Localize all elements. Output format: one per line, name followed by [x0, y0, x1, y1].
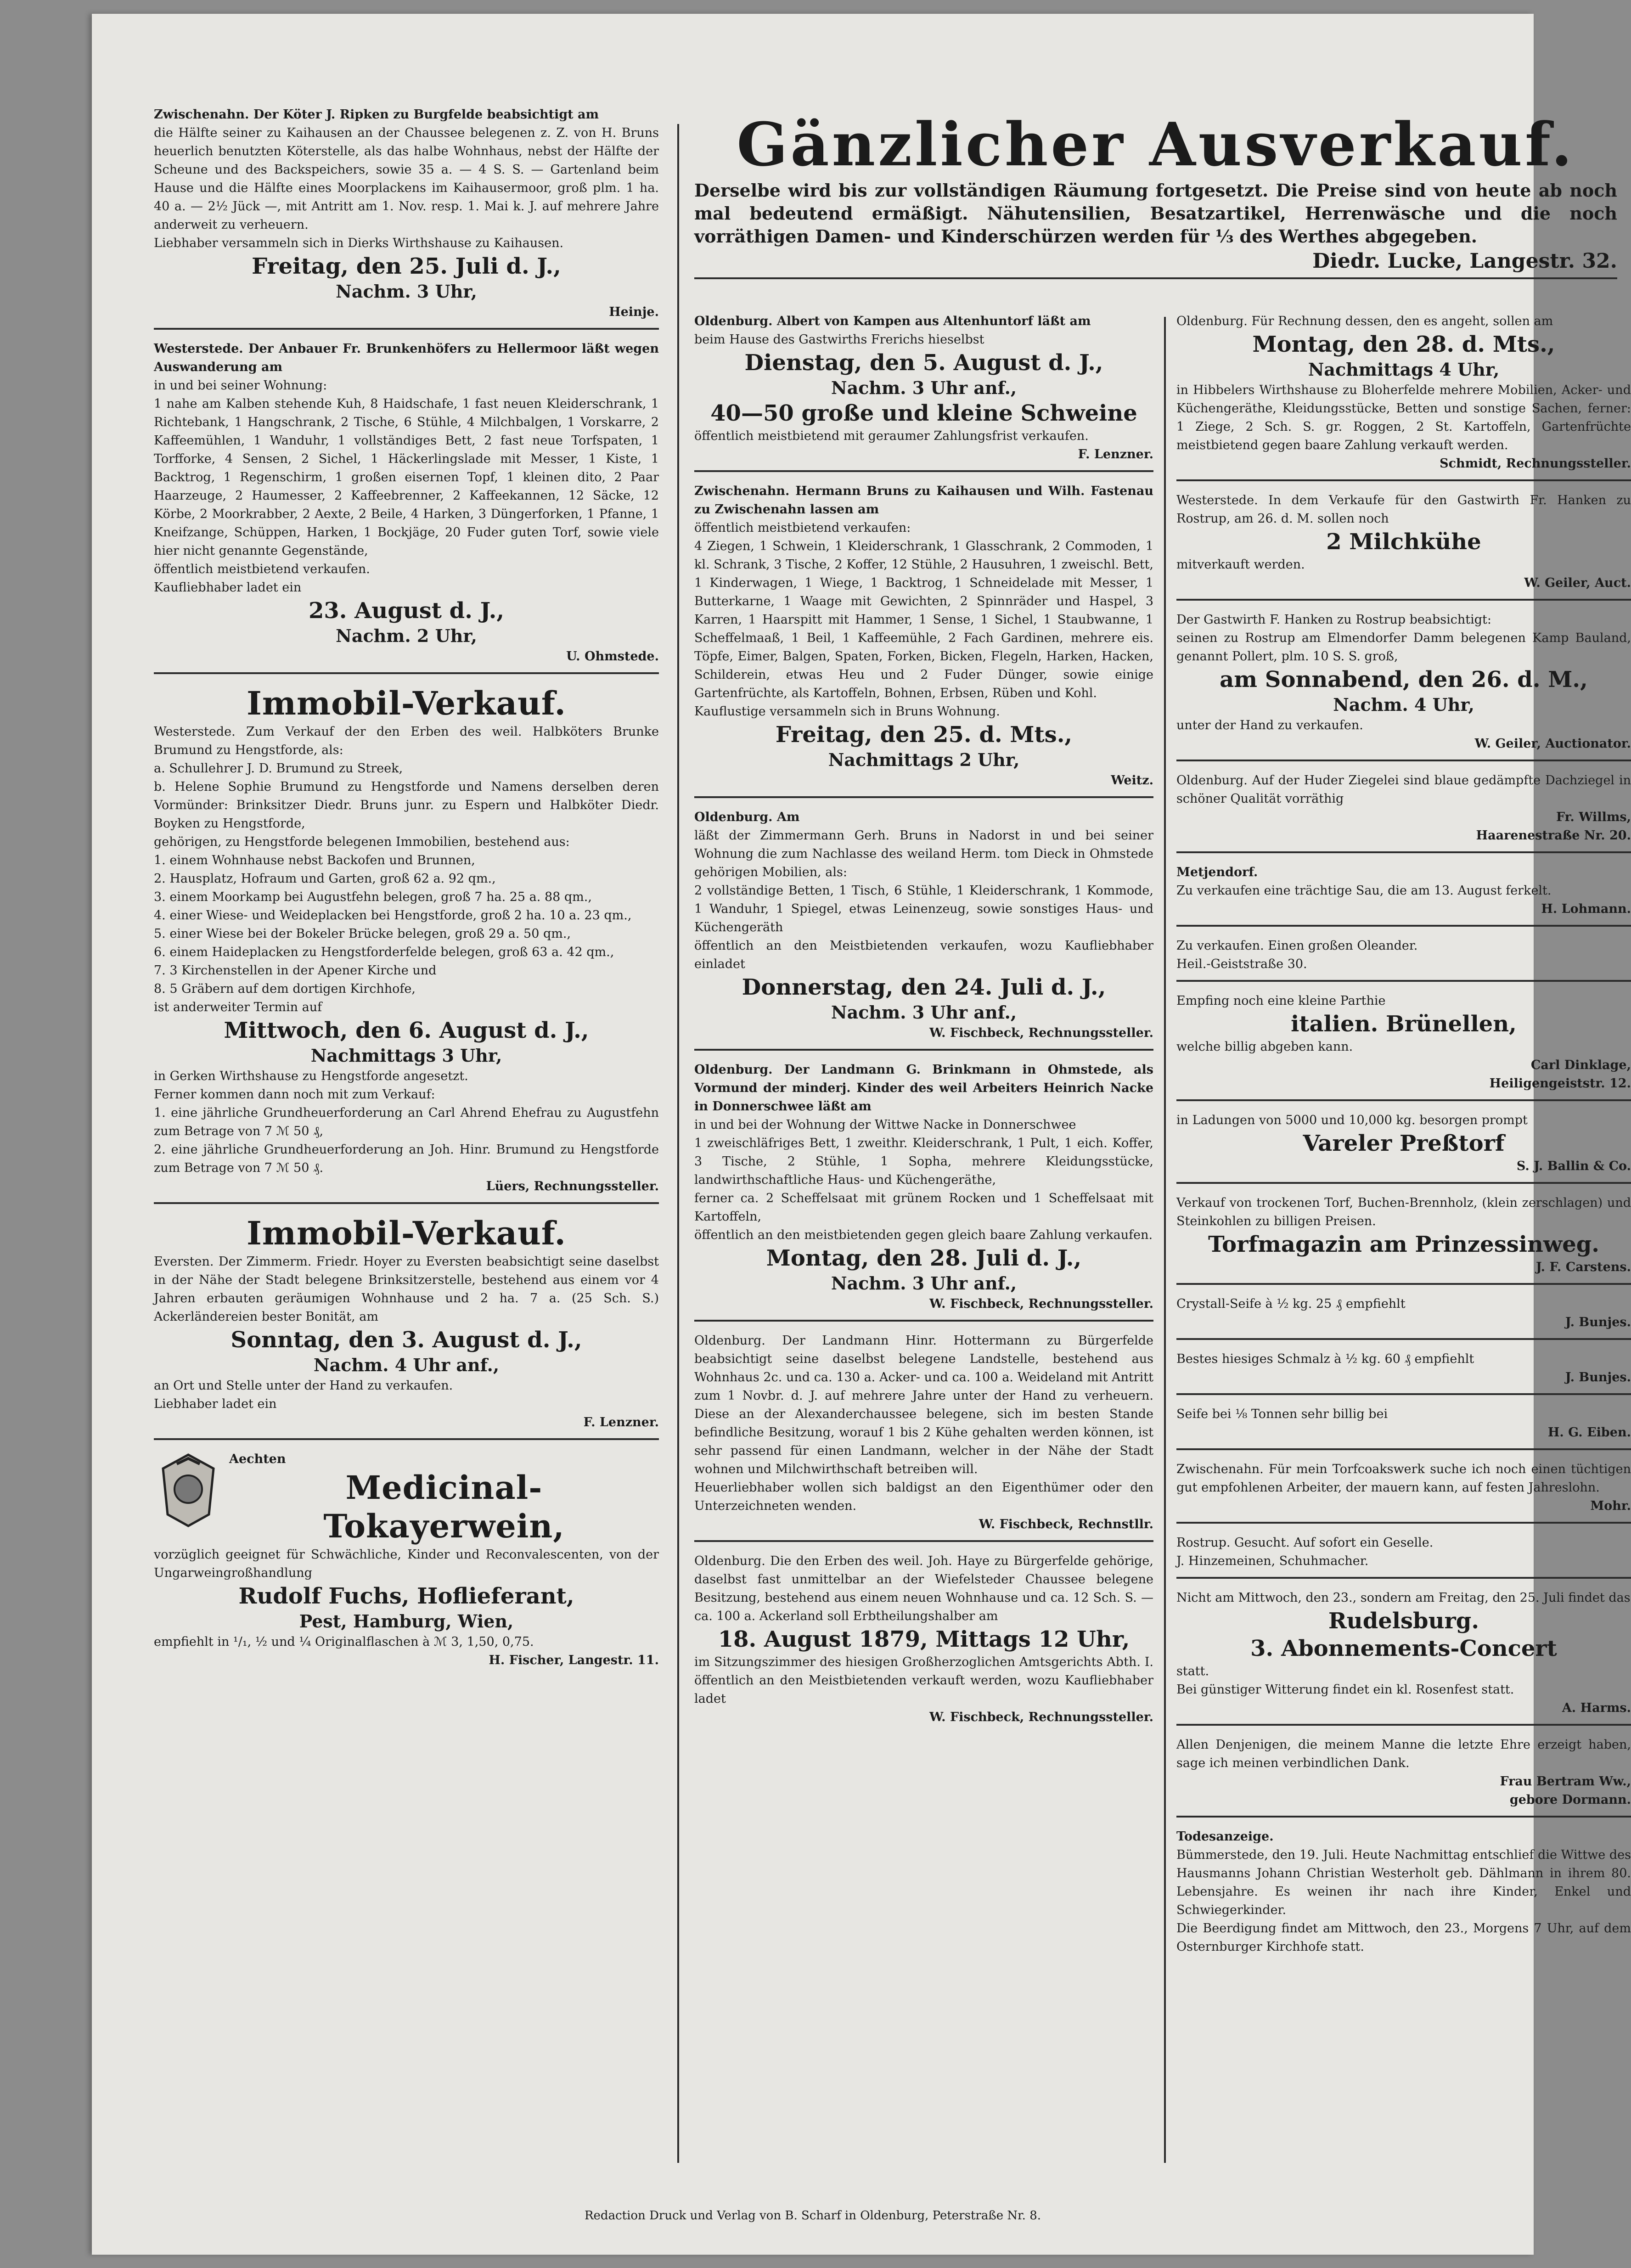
- left-ad-0: [154, 106, 659, 330]
- right-ad-7: [1176, 1111, 1631, 1184]
- middle-ad-sign: W. Fischbeck, Rechnungssteller.: [929, 1297, 1153, 1311]
- right-ad-body2: unter der Hand zu verkaufen.: [1176, 718, 1363, 732]
- middle-ad-sign: W. Fischbeck, Rechnungssteller.: [929, 1710, 1153, 1724]
- right-ad-big: Torfmagazin am Prinzessinweg.: [1208, 1232, 1600, 1257]
- middle-ad-1: [694, 482, 1153, 798]
- right-ad-body: Allen Denjenigen, die meinem Manne die letzte Ehre erzeigt haben, sage ich meinen verbindlichen Dank.: [1176, 1738, 1631, 1770]
- middle-ad-pre: Oldenburg. Albert von Kampen aus Altenhuntorf läßt am: [694, 314, 1091, 328]
- left-ad-big: 23. August d. J.,: [308, 598, 505, 624]
- middle-ad-sign: W. Fischbeck, Rechnstllr.: [979, 1517, 1153, 1531]
- middle-ad-5: [694, 1552, 1153, 1733]
- right-ad-12: [1176, 1460, 1631, 1524]
- middle-ad-body2: öffentlich meistbietend mit geraumer Zahlungsfrist verkaufen.: [694, 429, 1089, 443]
- right-ad-body: Empfing noch eine kleine Parthie: [1176, 994, 1386, 1008]
- middle-ad-sub: Nachmittags 2 Uhr,: [828, 749, 1020, 770]
- middle-ad-sign: W. Fischbeck, Rechnungssteller.: [929, 1026, 1153, 1040]
- middle-ad-0: [694, 312, 1153, 472]
- right-ad-big: Rudelsburg.: [1328, 1608, 1479, 1634]
- middle-ad-3: [694, 1061, 1153, 1322]
- right-ad-sign: W. Geiler, Auct.: [1524, 576, 1631, 590]
- column-rule-right: [1164, 317, 1166, 2163]
- left-ad-sub: Nachm. 4 Uhr anf.,: [313, 1355, 500, 1375]
- middle-ad-sign: Weitz.: [1111, 773, 1153, 788]
- imprint-footer: Redaction Druck und Verlag von B. Scharf in Oldenburg, Peterstraße Nr. 8.: [584, 2209, 1041, 2223]
- middle-ad-sign: F. Lenzner.: [1078, 447, 1153, 461]
- right-ad-big2: 3. Abonnements-Concert: [1250, 1636, 1557, 1661]
- right-ad-sign: J. Bunjes.: [1565, 1315, 1631, 1329]
- right-ad-sign: Mohr.: [1590, 1499, 1631, 1513]
- right-ad-0: [1176, 312, 1631, 481]
- middle-ad-sub: Nachm. 3 Uhr anf.,: [831, 1273, 1017, 1294]
- right-ad-pre: Todesanzeige.: [1176, 1829, 1274, 1844]
- middle-ad-body2: im Sitzungszimmer des hiesigen Großherzoglichen Amtsgerichts Abth. I. öffentlich an den Meistbietenden verkauft werden, wozu Kaufliebhaber ladet: [694, 1655, 1153, 1706]
- right-ad-body2: statt. Bei günstiger Witterung findet ein kl. Rosenfest statt.: [1176, 1664, 1514, 1697]
- left-ad-body: in und bei seiner Wohnung: 1 nahe am Kalben stehende Kuh, 8 Haidschafe, 1 fast neuen Kleiderschrank, 1 Richtebank, 1 Hangschrank, 2 Tische, 6 Stühle, 4 Milchbalgen, 1 Vorskarre, 2 Kaffeemühlen, 1 Wanduhr, 1 vollständiges Bett, 2 fast neue Torfspaten, 1 Torfforke, 4 Sensen, 2 Sichel, 1 Häckerlingslade mit Messer, 1 Kiste, 1 Backtrog, 1 Regenschirm, 1 großen eisernen Topf, 1 kleinen dito, 2 Paar Haarzeuge, 2 Haumesser, 2 Kaffeebrenner, 2 Kaffeekannen, 12 Säcke, 12 Körbe, 2 Moorkrabber, 2 Aexte, 2 Beile, 4 Harken, 3 Düngerforken, 1 Pfanne, 1 Kneifzange, Schüppen, Harken, 1 Bockjäge, 20 Fuder guten Torf, sowie viele hier nicht genannte Gegenstände, öffentlich meistbietend verkaufen. Kaufliebhaber ladet ein: [154, 378, 659, 595]
- left-ad-sub: Nachm. 3 Uhr,: [336, 281, 477, 302]
- right-ad-13: [1176, 1534, 1631, 1579]
- middle-ad-sub: Nachm. 3 Uhr anf.,: [831, 377, 1017, 398]
- right-ad-sign: S. J. Ballin & Co.: [1516, 1159, 1631, 1173]
- left-ad-4: [154, 1450, 659, 1676]
- right-column: [1176, 312, 1631, 1973]
- middle-ad-pre: Oldenburg. Am: [694, 810, 800, 824]
- right-ad-body2: in Hibbelers Wirthshause zu Bloherfelde mehrere Mobilien, Acker- und Küchengeräthe, Kleidungsstücke, Betten und sonstige Sachen, ferner: 1 Ziege, 2 Sch. S. gr. Roggen, 2 St. Kartoffeln, Gartenfrüchte meistbietend gegen baare Zahlung verkauft werden.: [1176, 383, 1631, 452]
- right-ad-pre: Metjendorf.: [1176, 865, 1258, 879]
- right-ad-1: [1176, 491, 1631, 601]
- left-ad-body2: in Gerken Wirthshause zu Hengstforde angesetzt. Ferner kommen dann noch mit zum Verkauf: 1. eine jährliche Grundheuerforderung an Carl Ahrend Ehefrau zu Augustfehn zum Betrage von 7 ℳ 50 ₰, 2. eine jährliche Grundheuerforderung an Joh. Hinr. Brumund zu Hengstforde zum Betrage von 7 ℳ 50 ₰.: [154, 1069, 659, 1175]
- right-ad-14: [1176, 1589, 1631, 1726]
- left-ad-pre: Westerstede. Der Anbauer Fr. Brunkenhöfers zu Hellermoor läßt wegen Auswanderung am: [154, 342, 659, 374]
- left-ad-title: Immobil-Verkauf.: [247, 1214, 566, 1252]
- right-ad-sign: Schmidt, Rechnungssteller.: [1440, 456, 1631, 471]
- left-ad-big: Mittwoch, den 6. August d. J.,: [224, 1018, 589, 1043]
- right-ad-sign: Fr. Willms, Haarenestraße Nr. 20.: [1476, 810, 1631, 843]
- right-ad-5: [1176, 937, 1631, 982]
- left-ad-sign: Lüers, Rechnungssteller.: [486, 1179, 659, 1193]
- left-ad-sub: Nachmittags 3 Uhr,: [310, 1045, 502, 1066]
- column-rule-left: [677, 124, 679, 2163]
- right-ad-16: [1176, 1828, 1631, 1963]
- left-ad-big: Freitag, den 25. Juli d. J.,: [252, 253, 561, 279]
- right-ad-body: Zwischenahn. Für mein Torfcoakswerk suche ich noch einen tüchtigen gut empfohlenen Arbeiter, der mauern kann, auf festen Jahreslohn.: [1176, 1462, 1631, 1495]
- right-ad-6: [1176, 992, 1631, 1101]
- middle-ad-4: [694, 1332, 1153, 1542]
- right-ad-sign: Carl Dinklage, Heiligengeiststr. 12.: [1489, 1058, 1631, 1091]
- right-ad-sign: J. F. Carstens.: [1535, 1260, 1631, 1274]
- left-ad-sub: Pest, Hamburg, Wien,: [299, 1611, 514, 1632]
- right-ad-sub: Nachmittags 4 Uhr,: [1308, 359, 1500, 380]
- middle-ad-big: Donnerstag, den 24. Juli d. J.,: [742, 974, 1106, 1000]
- middle-ad-pre: Oldenburg. Der Landmann G. Brinkmann in Ohmstede, als Vormund der minderj. Kinder des weil Arbeiters Heinrich Nacke in Donnerschwee läßt am: [694, 1063, 1153, 1114]
- middle-ad-big: Freitag, den 25. d. Mts.,: [775, 722, 1073, 748]
- right-ad-big: Montag, den 28. d. Mts.,: [1252, 332, 1555, 357]
- left-ad-sign: Heinje.: [609, 305, 659, 319]
- right-ad-9: [1176, 1295, 1631, 1340]
- left-ad-1: [154, 340, 659, 674]
- right-ad-3: [1176, 771, 1631, 853]
- right-ad-body: Oldenburg. Für Rechnung dessen, den es angeht, sollen am: [1176, 314, 1553, 328]
- left-ad-big: Rudolf Fuchs, Hoflieferant,: [238, 1583, 574, 1609]
- middle-ad-body: in und bei der Wohnung der Wittwe Nacke in Donnerschwee 1 zweischläfriges Bett, 1 zweithr. Kleiderschrank, 1 Pult, 1 eich. Koffer, 3 Tische, 2 Stühle, 1 Sopha, mehrere Kleidungsstücke, landwirthschaftliche Haus- und Küchengeräthe, ferner ca. 2 Scheffelsaat mit grünem Rocken und 1 Scheffelsaat mit Kartoffeln, öffentlich an den meistbietenden gegen gleich baare Zahlung verkaufen.: [694, 1118, 1153, 1242]
- right-ad-2: [1176, 611, 1631, 761]
- right-ad-body: Seife bei ⅛ Tonnen sehr billig bei: [1176, 1407, 1388, 1421]
- left-ad-body2: an Ort und Stelle unter der Hand zu verkaufen. Liebhaber ladet ein: [154, 1379, 453, 1411]
- right-ad-body2: mitverkauft werden.: [1176, 557, 1305, 572]
- left-ad-pre: Zwischenahn. Der Köter J. Ripken zu Burgfelde beabsichtigt am: [154, 107, 599, 122]
- right-ad-body: Crystall-Seife à ½ kg. 25 ₰ empfiehlt: [1176, 1297, 1406, 1311]
- left-ad-sub: Nachm. 2 Uhr,: [336, 625, 477, 646]
- right-ad-10: [1176, 1350, 1631, 1395]
- right-ad-8: [1176, 1194, 1631, 1285]
- right-ad-big: Vareler Preßtorf: [1303, 1131, 1505, 1156]
- left-ad-title: Medicinal-Tokayerwein,: [323, 1469, 565, 1545]
- right-ad-body: Oldenburg. Auf der Huder Ziegelei sind blaue gedämpfte Dachziegel in schöner Qualität vorräthig: [1176, 773, 1631, 806]
- middle-ad-body: beim Hause des Gastwirths Frerichs hieselbst: [694, 332, 984, 347]
- right-ad-body: Zu verkaufen eine trächtige Sau, die am 13. August ferkelt.: [1176, 884, 1552, 898]
- middle-ad-body: öffentlich meistbietend verkaufen: 4 Ziegen, 1 Schwein, 1 Kleiderschrank, 1 Glasschrank, 2 Commoden, 1 kl. Schrank, 3 Tische, 2 Koffer, 12 Stühle, 2 Hausuhren, 1 zweischl. Bett, 1 Kinderwagen, 1 Wiege, 1 Backtrog, 1 Schneidelade mit Messer, 1 Butterkarne, 1 Waage mit Gewichten, 2 Spinnräder und Haspel, 3 Karren, 1 Haarspitt mit Hammer, 1 Sense, 1 Sichel, 1 Staubwanne, 1 Scheffelmaaß, 1 Beil, 1 Kaffeemühle, 2 Fach Gardinen, mehrere eis. Töpfe, Eimer, Balgen, Spaten, Forken, Bicken, Flegeln, Harken, Hacken, Schilderein, etwas Heu und 2 Fuder Dünger, sowie einige Gartenfrüchte, als Kartoffeln, Bohnen, Erbsen, Rüben und Kohl. Kauflustige versammeln sich in Bruns Wohnung.: [694, 521, 1153, 719]
- middle-ad-body: läßt der Zimmermann Gerh. Bruns in Nadorst in und bei seiner Wohnung die zum Nachlasse des weiland Herm. tom Dieck in Ohmstede gehörigen Mobilien, als: 2 vollständige Betten, 1 Tisch, 6 Stühle, 1 Kleiderschrank, 1 Kommode, 1 Wanduhr, 1 Spiegel, etwas Leinenzeug, sowie sonstiges Haus- und Küchengeräth öffentlich an den Meistbietenden verkaufen, wozu Kaufliebhaber einladet: [694, 828, 1153, 971]
- middle-ad-big: Montag, den 28. Juli d. J.,: [766, 1245, 1082, 1271]
- right-ad-body: in Ladungen von 5000 und 10,000 kg. besorgen prompt: [1176, 1113, 1528, 1127]
- right-ad-4: [1176, 863, 1631, 927]
- left-ad-sign: F. Lenzner.: [583, 1415, 659, 1429]
- clearance-sale-ad: [694, 110, 1617, 279]
- middle-ad-sub: Nachm. 3 Uhr anf.,: [831, 1002, 1017, 1023]
- left-ad-sign: U. Ohmstede.: [566, 649, 659, 664]
- right-ad-sub: Nachm. 4 Uhr,: [1333, 694, 1474, 715]
- right-ad-sign: W. Geiler, Auctionator.: [1474, 737, 1631, 751]
- left-ad-body: Westerstede. Zum Verkauf der den Erben des weil. Halbköters Brunke Brumund zu Hengstforde, als: a. Schullehrer J. D. Brumund zu Streek, b. Helene Sophie Brumund zu Hengstforde und Namens derselben deren Vormünder: Brinksitzer Diedr. Bruns junr. zu Espern und Halbköter Diedr. Boyken zu Hengstforde, gehörigen, zu Hengstforde belegenen Immobilien, bestehend aus: 1. einem Wohnhause nebst Backofen und Brunnen, 2. Hausplatz, Hofraum und Garten, groß 62 a. 92 qm., 3. einem Moorkamp bei Augustfehn belegen, groß 7 ha. 25 a. 88 qm., 4. einer Wiese- und Weideplacken bei Hengstforde, groß 2 ha. 10 a. 23 qm., 5. einer Wiese bei der Bokeler Brücke belegen, groß 29 a. 50 qm., 6. einem Haideplacken zu Hengstforderfelde belegen, groß 63 a. 42 qm., 7. 3 Kirchenstellen in der Apener Kirche und 8. 5 Gräbern auf dem dortigen Kirchhofe, ist anderweiter Termin auf: [154, 725, 659, 1014]
- left-ad-3: [154, 1214, 659, 1440]
- right-ad-11: [1176, 1405, 1631, 1450]
- sale-headline: Gänzlicher Ausverkauf.: [737, 109, 1575, 180]
- right-ad-big: 2 Milchkühe: [1326, 529, 1481, 555]
- right-ad-body: Bümmerstede, den 19. Juli. Heute Nachmittag entschlief die Wittwe des Hausmanns Johann Christian Westerholt geb. Dählmann in ihrem 80. Lebensjahre. Es weinen ihr nach ihre Kinder, Enkel und Schwiegerkinder. Die Beerdigung findet am Mittwoch, den 23., Morgens 7 Uhr, auf dem Osternburger Kirchhofe statt.: [1176, 1848, 1631, 1954]
- left-ad-body: die Hälfte seiner zu Kaihausen an der Chaussee belegenen z. Z. von H. Bruns heuerlich benutzten Köterstelle, als das halbe Wohnhaus, nebst der Hälfte der Scheune und des Backspeichers, sowie 35 a. — 4 S. S. — Gartenland beim Hause und die Hälfte eines Moorplackens im Kaihausermoor, groß plm. 1 ha. 40 a. — 2½ Jück —, mit Antritt am 1. Nov. resp. 1. Mai k. J. auf mehrere Jahre anderweit zu verheuern. Liebhaber versammeln sich in Dierks Wirthshause zu Kaihausen.: [154, 126, 659, 250]
- right-ad-sign: A. Harms.: [1562, 1701, 1631, 1715]
- middle-column: [694, 312, 1153, 1743]
- sale-body: Derselbe wird bis zur vollständigen Räumung fortgesetzt. Die Preise sind von heute ab noch mal bedeutend ermäßigt. Nähutensilien, Besatzartikel, Herrenwäsche und die noch vorräthigen Damen- und Kinderschürzen werden für ⅓ des Werthes abgegeben.: [694, 180, 1617, 247]
- left-ad-sign: H. Fischer, Langestr. 11.: [489, 1653, 659, 1667]
- right-ad-sign: H. G. Eiben.: [1547, 1425, 1631, 1440]
- right-ad-sign: H. Lohmann.: [1541, 902, 1631, 916]
- left-column: [154, 106, 659, 1686]
- right-ad-15: [1176, 1736, 1631, 1818]
- middle-ad-big: Dienstag, den 5. August d. J.,: [744, 350, 1103, 376]
- left-ad-pre: Aechten: [229, 1452, 286, 1466]
- right-ad-sign: J. Bunjes.: [1565, 1370, 1631, 1384]
- middle-ad-pre: Zwischenahn. Hermann Bruns zu Kaihausen und Wilh. Fastenau zu Zwischenahn lassen am: [694, 484, 1153, 517]
- sale-signature: Diedr. Lucke, Langestr. 32.: [1312, 249, 1617, 273]
- right-ad-body: Der Gastwirth F. Hanken zu Rostrup beabsichtigt: seinen zu Rostrup am Elmendorfer Damm belegenen Kamp Bauland, genannt Pollert, plm. 10 S. S. groß,: [1176, 613, 1631, 664]
- crest-icon: [154, 1450, 223, 1528]
- right-ad-body: Bestes hiesiges Schmalz à ½ kg. 60 ₰ empfiehlt: [1176, 1352, 1474, 1366]
- right-ad-body2: welche billig abgeben kann.: [1176, 1040, 1353, 1054]
- left-ad-body: Eversten. Der Zimmerm. Friedr. Hoyer zu Eversten beabsichtigt seine daselbst in der Nähe der Stadt belegene Brinksitzerstelle, bestehend aus einem vor 4 Jahren erbauten geräumigen Wohnhause und 2 ha. 7 a. (25 Sch. S.) Ackerländereien bester Bonität, am: [154, 1255, 659, 1324]
- right-ad-body: Westerstede. In dem Verkaufe für den Gastwirth Fr. Hanken zu Rostrup, am 26. d. M. sollen noch: [1176, 493, 1631, 526]
- middle-ad-2: [694, 808, 1153, 1051]
- right-ad-sign: Frau Bertram Ww., gebore Dormann.: [1500, 1774, 1631, 1807]
- middle-ad-body: Oldenburg. Der Landmann Hinr. Hottermann zu Bürgerfelde beabsichtigt seine daselbst belegene Landstelle, bestehend aus Wohnhaus 2c. und ca. 130 a. Acker- und ca. 100 a. Weideland mit Antritt zum 1 Novbr. d. J. auf mehrere Jahre unter der Hand zu verheuern. Diese an der Alexanderchaussee belegene, sich im besten Stande befindliche Besitzung, worauf 1 bis 2 Kühe gehalten werden können, ist sehr passend für einen Landmann, welcher in der Nähe der Stadt wohnen und Milchwirthschaft betreiben will. Heuerliebhaber wollen sich baldigst an den Eigenthümer oder den Unterzeichneten wenden.: [694, 1334, 1153, 1513]
- right-ad-body: Rostrup. Gesucht. Auf sofort ein Geselle. J. Hinzemeinen, Schuhmacher.: [1176, 1536, 1434, 1568]
- right-ad-body: Nicht am Mittwoch, den 23., sondern am Freitag, den 25. Juli findet das: [1176, 1591, 1631, 1605]
- left-ad-title: Immobil-Verkauf.: [247, 684, 566, 722]
- left-ad-body2: empfiehlt in ¹/₁, ½ und ¼ Originalflaschen à ℳ 3, 1,50, 0,75.: [154, 1635, 534, 1649]
- middle-ad-big2: 40—50 große und kleine Schweine: [710, 400, 1137, 426]
- newspaper-page: [92, 14, 1631, 2255]
- right-ad-body: Zu verkaufen. Einen großen Oleander. Heil.-Geiststraße 30.: [1176, 939, 1418, 971]
- right-ad-big: italien. Brünellen,: [1291, 1011, 1517, 1037]
- middle-ad-body: Oldenburg. Die den Erben des weil. Joh. Haye zu Bürgerfelde gehörige, daselbst fast unmittelbar an der Wiefelsteder Chaussee belegene Besitzung, bestehend aus einem neuen Wohnhause und ca. 12 Sch. S. — ca. 100 a. Ackerland soll Erbtheilungshalber am: [694, 1554, 1153, 1623]
- right-ad-big: am Sonnabend, den 26. d. M.,: [1220, 667, 1588, 692]
- right-ad-body: Verkauf von trockenen Torf, Buchen-Brennholz, (klein zerschlagen) und Steinkohlen zu billigen Preisen.: [1176, 1196, 1631, 1228]
- left-ad-big: Sonntag, den 3. August d. J.,: [231, 1327, 582, 1353]
- left-ad-2: [154, 684, 659, 1204]
- middle-ad-big: 18. August 1879, Mittags 12 Uhr,: [718, 1626, 1130, 1652]
- left-ad-body: vorzüglich geeignet für Schwächliche, Kinder und Reconvalescenten, von der Ungarweingroßhandlung: [154, 1548, 659, 1580]
